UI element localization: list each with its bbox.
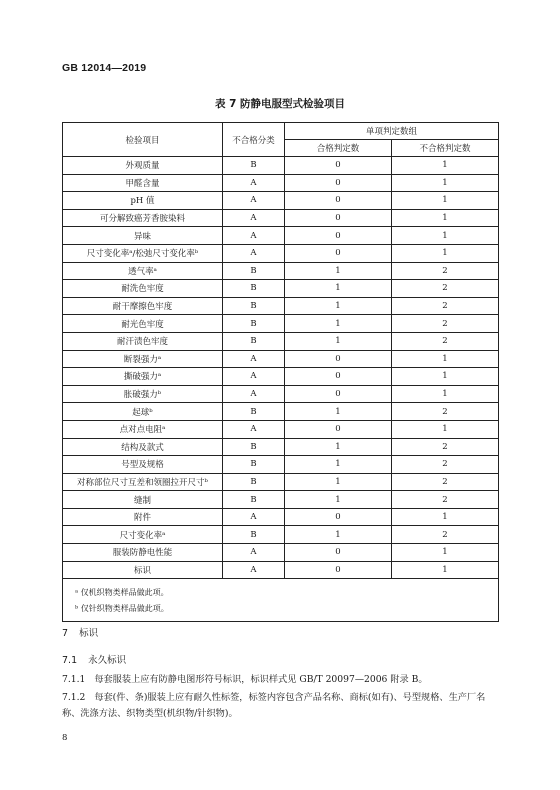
reject-cell: 1	[392, 209, 499, 227]
paragraph-7-1-1	[62, 672, 498, 688]
category-cell: A	[223, 544, 285, 562]
reject-cell: 2	[392, 438, 499, 456]
paragraph-7-1-2-number: 7.1.2	[62, 692, 86, 703]
item-cell: 点对点电阻ᵃ	[63, 420, 223, 438]
section-7-1-number: 7.1	[62, 655, 78, 666]
accept-cell: 1	[285, 438, 392, 456]
accept-cell: 0	[285, 420, 392, 438]
table-row	[63, 280, 499, 298]
reject-cell: 2	[392, 262, 499, 280]
reject-cell: 2	[392, 456, 499, 474]
item-cell: 起球ᵇ	[63, 403, 223, 421]
category-cell: A	[223, 385, 285, 403]
item-cell: 异味	[63, 227, 223, 245]
header-judgment-group: 单项判定数组	[285, 123, 499, 140]
reject-cell: 2	[392, 280, 499, 298]
accept-cell: 0	[285, 350, 392, 368]
category-cell: B	[223, 403, 285, 421]
table-footnotes	[63, 579, 499, 622]
reject-cell: 1	[392, 174, 499, 192]
category-cell: B	[223, 456, 285, 474]
item-cell: 断裂强力ᵃ	[63, 350, 223, 368]
category-cell: B	[223, 280, 285, 298]
table-row	[63, 368, 499, 386]
inspection-items-table	[62, 122, 499, 622]
table-row	[63, 544, 499, 562]
item-cell: 可分解致癌芳香胺染料	[63, 209, 223, 227]
accept-cell: 0	[285, 508, 392, 526]
accept-cell: 0	[285, 544, 392, 562]
item-cell: 附件	[63, 508, 223, 526]
table-row	[63, 403, 499, 421]
footnote-b: ᵇ 仅针织物类样品做此项。	[75, 604, 169, 614]
reject-cell: 2	[392, 297, 499, 315]
paragraph-7-1-1-number: 7.1.1	[62, 674, 86, 685]
reject-cell: 2	[392, 526, 499, 544]
category-cell: B	[223, 438, 285, 456]
accept-cell: 1	[285, 526, 392, 544]
accept-cell: 0	[285, 227, 392, 245]
reject-cell: 1	[392, 544, 499, 562]
reject-cell: 2	[392, 332, 499, 350]
table-row	[63, 262, 499, 280]
reject-cell: 1	[392, 192, 499, 210]
accept-cell: 1	[285, 262, 392, 280]
table-row	[63, 227, 499, 245]
footnote-a: ᵃ 仅机织物类样品做此项。	[75, 588, 169, 598]
reject-cell: 1	[392, 561, 499, 579]
table-row	[63, 508, 499, 526]
item-cell: 服装防静电性能	[63, 544, 223, 562]
category-cell: A	[223, 561, 285, 579]
reject-cell: 1	[392, 244, 499, 262]
reject-cell: 2	[392, 473, 499, 491]
table-row	[63, 209, 499, 227]
table-row	[63, 420, 499, 438]
item-cell: 结构及款式	[63, 438, 223, 456]
item-cell: 耐汗渍色牢度	[63, 332, 223, 350]
table-row	[63, 315, 499, 333]
item-cell: pH 值	[63, 192, 223, 210]
paragraph-7-1-2-text: 每套(件、条)服装上应有耐久性标签，标签内容包含产品名称、商标(如有)、号型规格、生产厂名称、洗涤方法、织物类型(机织物/针织物)。	[62, 692, 486, 719]
item-cell: 透气率ᵃ	[63, 262, 223, 280]
category-cell: B	[223, 262, 285, 280]
category-cell: A	[223, 508, 285, 526]
table-row	[63, 297, 499, 315]
category-cell: A	[223, 420, 285, 438]
header-item: 检验项目	[63, 123, 223, 157]
item-cell: 外观质量	[63, 157, 223, 175]
section-7-title: 标识	[79, 628, 99, 639]
category-cell: A	[223, 244, 285, 262]
table-row	[63, 157, 499, 175]
section-7-heading	[62, 625, 98, 639]
reject-cell: 1	[392, 385, 499, 403]
table-row	[63, 192, 499, 210]
table-row	[63, 561, 499, 579]
accept-cell: 1	[285, 332, 392, 350]
table-row	[63, 385, 499, 403]
category-cell: A	[223, 227, 285, 245]
table-row	[63, 174, 499, 192]
category-cell: B	[223, 332, 285, 350]
accept-cell: 1	[285, 280, 392, 298]
table-row	[63, 526, 499, 544]
category-cell: B	[223, 297, 285, 315]
section-7-1-title: 永久标识	[88, 655, 127, 666]
accept-cell: 0	[285, 368, 392, 386]
table-row	[63, 456, 499, 474]
accept-cell: 1	[285, 403, 392, 421]
reject-cell: 1	[392, 227, 499, 245]
category-cell: B	[223, 526, 285, 544]
item-cell: 尺寸变化率ᵃ	[63, 526, 223, 544]
reject-cell: 2	[392, 491, 499, 509]
category-cell: B	[223, 315, 285, 333]
accept-cell: 1	[285, 456, 392, 474]
accept-cell: 1	[285, 473, 392, 491]
item-cell: 甲醛含量	[63, 174, 223, 192]
category-cell: A	[223, 368, 285, 386]
item-cell: 号型及规格	[63, 456, 223, 474]
accept-cell: 0	[285, 192, 392, 210]
header-accept-number: 合格判定数	[285, 140, 392, 157]
table-row	[63, 473, 499, 491]
table-caption: 表 7 防静电服型式检验项目	[214, 98, 346, 110]
header-reject-number: 不合格判定数	[392, 140, 499, 157]
category-cell: A	[223, 174, 285, 192]
item-cell: 耐洗色牢度	[63, 280, 223, 298]
item-cell: 尺寸变化率ᵃ/松弛尺寸变化率ᵇ	[63, 244, 223, 262]
accept-cell: 0	[285, 174, 392, 192]
accept-cell: 1	[285, 297, 392, 315]
category-cell: A	[223, 209, 285, 227]
accept-cell: 1	[285, 491, 392, 509]
item-cell: 标识	[63, 561, 223, 579]
reject-cell: 1	[392, 508, 499, 526]
table-row	[63, 491, 499, 509]
section-7-1-heading	[62, 652, 126, 666]
paragraph-7-1-2	[62, 690, 498, 722]
reject-cell: 1	[392, 368, 499, 386]
category-cell: B	[223, 157, 285, 175]
reject-cell: 2	[392, 403, 499, 421]
category-cell: A	[223, 350, 285, 368]
category-cell: B	[223, 473, 285, 491]
table-row	[63, 350, 499, 368]
reject-cell: 1	[392, 157, 499, 175]
category-cell: A	[223, 192, 285, 210]
reject-cell: 1	[392, 420, 499, 438]
item-cell: 缝制	[63, 491, 223, 509]
item-cell: 对称部位尺寸互差和领圈拉开尺寸ᵇ	[63, 473, 223, 491]
table-row	[63, 244, 499, 262]
accept-cell: 0	[285, 385, 392, 403]
accept-cell: 0	[285, 157, 392, 175]
item-cell: 胀破强力ᵇ	[63, 385, 223, 403]
page-number: 8	[62, 733, 68, 743]
section-7-number: 7	[62, 628, 69, 639]
item-cell: 撕破强力ᵃ	[63, 368, 223, 386]
accept-cell: 1	[285, 315, 392, 333]
table-row	[63, 332, 499, 350]
item-cell: 耐干摩擦色牢度	[63, 297, 223, 315]
table-row	[63, 438, 499, 456]
reject-cell: 2	[392, 315, 499, 333]
accept-cell: 0	[285, 561, 392, 579]
standard-code: GB 12014—2019	[62, 62, 147, 74]
category-cell: B	[223, 491, 285, 509]
accept-cell: 0	[285, 209, 392, 227]
reject-cell: 1	[392, 350, 499, 368]
header-category: 不合格分类	[223, 123, 285, 157]
paragraph-7-1-1-text: 每套服装上应有防静电图形符号标识，标识样式见 GB/T 20097—2006 附录 B。	[94, 674, 428, 685]
accept-cell: 0	[285, 244, 392, 262]
item-cell: 耐光色牢度	[63, 315, 223, 333]
